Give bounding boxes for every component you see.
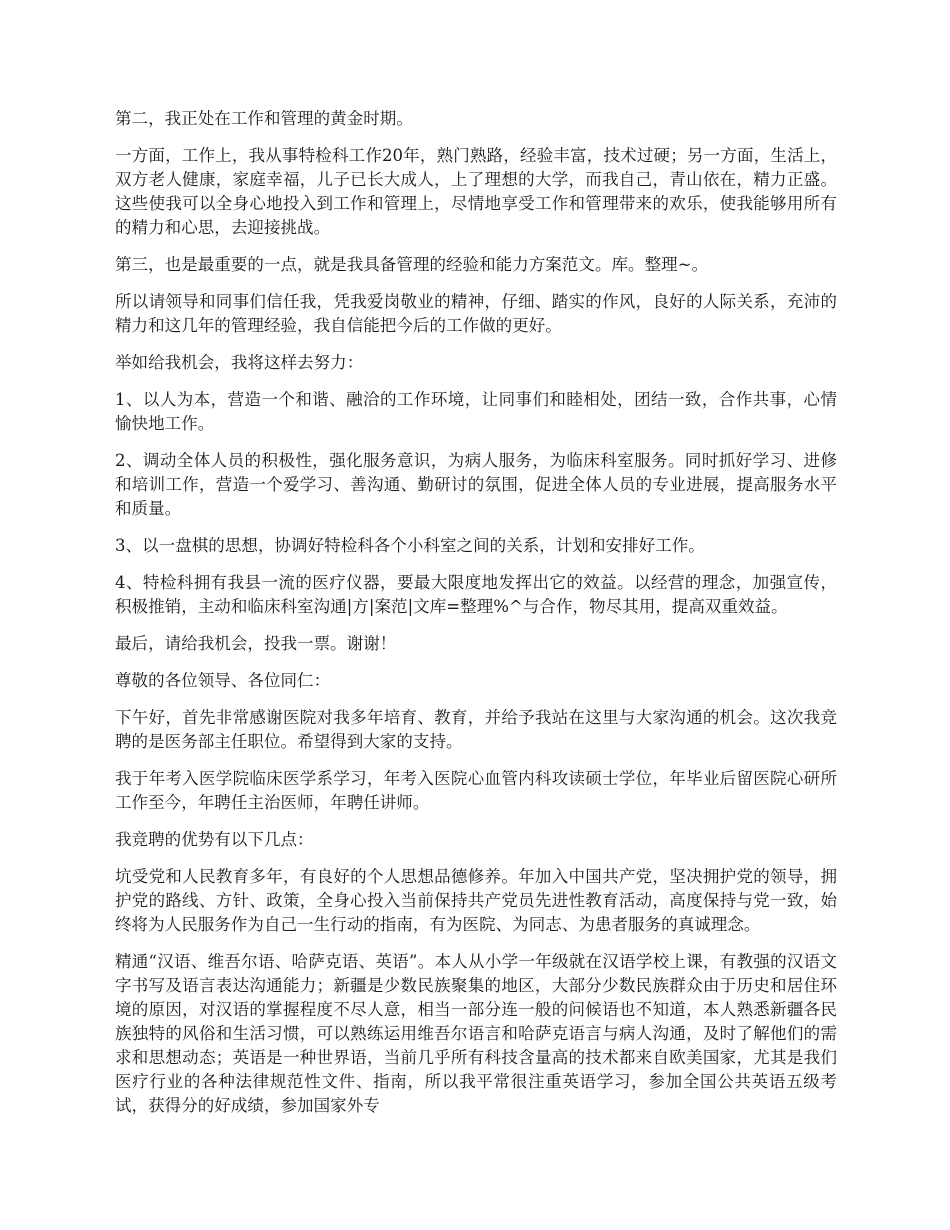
paragraph: 精通“汉语、维吾尔语、哈萨克语、英语”。本人从小学一年级就在汉语学校上课，有教强的汉语文字书写及语言表达沟通能力；新疆是少数民族聚集的地区，大部分少数民族群众由于历史和居住环境的原因，对汉语的掌握程度不尽人意，相当一部分连一般的问候语也不知道，本人熟悉新疆各民族独特的风俗和生活习惯，可以熟练运用维吾尔语言和哈萨克语言与病人沟通，及时了解他们的需求和思想动态；英语是一种世界语，当前几乎所有科技含量高的技术都来自欧美国家，尤其是我们医疗行业的各种法律规范性文件、指南，所以我平常很注重英语学习，参加全国公共英语五级考试，获得分的好成绩，参加国家外专 [115, 952, 837, 1115]
paragraph: 一方面，工作上，我从事特检科工作20年，熟门熟路，经验丰富，技术过硬；另一方面，生活上，双方老人健康，家庭幸福，儿子已长大成人，上了理想的大学，而我自己，青山依在，精力正盛。这些使我可以全身心地投入到工作和管理上，尽情地享受工作和管理带来的欢乐，使我能够用所有的精力和心思，去迎接挑战。 [115, 146, 837, 237]
paragraph: 第二，我正处在工作和管理的黄金时期。 [115, 109, 413, 128]
paragraph: 最后，请给我机会，投我一票。谢谢！ [115, 634, 397, 653]
paragraph: 4、特检科拥有我县一流的医疗仪器，要最大限度地发挥出它的效益。以经营的理念，加强宣传，积极推销，主动和临床科室沟通|方|案范|文库=整理%^与合作，物尽其用，提高双重效益。 [115, 573, 837, 616]
paragraph: 尊敬的各位领导、各位同仁： [115, 671, 331, 690]
paragraph: 2、调动全体人员的积极性，强化服务意识，为病人服务，为临床科室服务。同时抓好学习、进修和培训工作，营造一个爱学习、善沟通、勤研讨的氛围，促进全体人员的专业进展，提高服务水平和质量。 [115, 451, 837, 518]
document-page [115, 107, 837, 1131]
paragraph: 第三，也是最重要的一点，就是我具备管理的经验和能力方案范文。库。整理~。 [115, 255, 709, 274]
paragraph: 下午好，首先非常感谢医院对我多年培育、教育，并给予我站在这里与大家沟通的机会。这次我竞聘的是医务部主任职位。希望得到大家的支持。 [115, 708, 837, 751]
paragraph: 坑受党和人民教育多年，有良好的个人思想品德修养。年加入中国共产党，坚决拥护党的领导，拥护党的路线、方针、政策，全身心投入当前保持共产党员先进性教育活动，高度保持与党一致，始终将为人民服务作为自己一生行动的指南，有为医院、为同志、为患者服务的真诚理念。 [115, 867, 837, 934]
paragraph: 所以请领导和同事们信任我，凭我爱岗敬业的精神，仔细、踏实的作风，良好的人际关系，充沛的精力和这几年的管理经验，我自信能把今后的工作做的更好。 [115, 292, 837, 335]
paragraph: 举如给我机会，我将这样去努力： [115, 353, 364, 372]
paragraph: 3、以一盘棋的思想，协调好特检科各个小科室之间的关系，计划和安排好工作。 [115, 536, 705, 555]
paragraph: 1、以人为本，营造一个和谐、融洽的工作环境，让同事们和睦相处，团结一致，合作共事，心情愉快地工作。 [115, 390, 837, 433]
paragraph: 我于年考入医学院临床医学系学习，年考入医院心血管内科攻读硕士学位，年毕业后留医院心研所工作至今，年聘任主治医师，年聘任讲师。 [115, 769, 837, 812]
paragraph: 我竞聘的优势有以下几点： [115, 830, 314, 849]
